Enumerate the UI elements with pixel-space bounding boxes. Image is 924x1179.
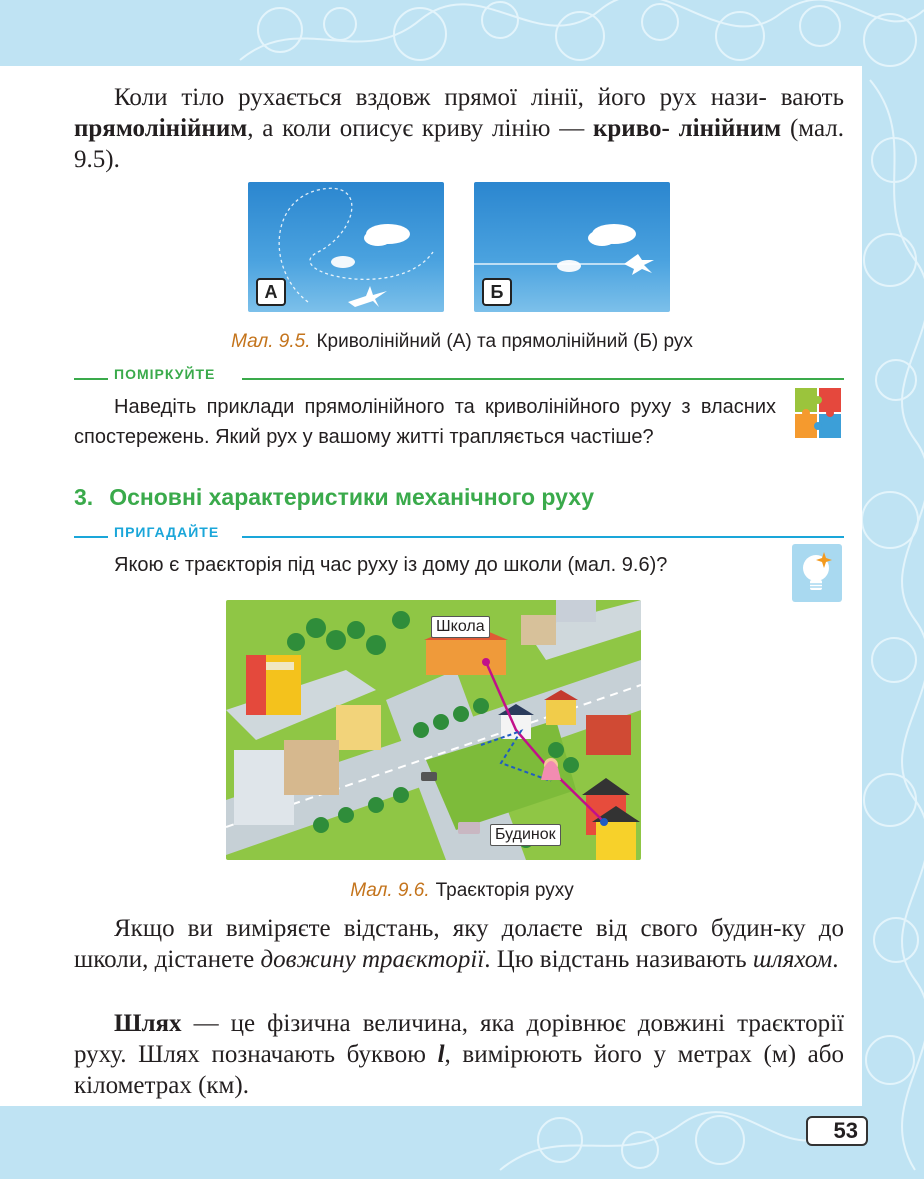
term-curvilinear-end: лінійним <box>678 115 782 142</box>
term-path-bold: Шлях <box>114 1010 182 1037</box>
paragraph-text: . Цю відстань називають <box>484 946 753 973</box>
caption-text: Траєкторія руху <box>435 880 574 901</box>
paragraph-text: , а коли описує криву лінію — <box>247 115 593 142</box>
figure-9-6-caption <box>0 880 924 902</box>
badge-b: Б <box>482 278 512 306</box>
lightbulb-icon <box>792 544 842 602</box>
term-trajectory-length: довжину траєкторії <box>260 946 485 973</box>
remember-heading-label: ПРИГАДАЙТЕ <box>114 524 220 540</box>
section-number: 3. <box>74 484 94 510</box>
paragraph-text: вають <box>780 84 844 111</box>
symbol-l: l <box>437 1041 445 1068</box>
paragraph-text: . <box>832 946 839 973</box>
remember-text: Якою є траєкторія під час руху із дому до школи (мал. 9.6)? <box>114 554 668 576</box>
paragraph-text: — це фізична величина, яка дорівнює довжині траєкторії руху. Шлях позначають буквою <box>74 1010 844 1068</box>
section-heading <box>74 484 594 511</box>
paragraph-motion-types <box>74 82 844 175</box>
term-rectilinear: прямолінійним <box>74 115 248 142</box>
map-label-school: Школа <box>431 616 490 638</box>
paragraph-path-length <box>74 913 844 975</box>
paragraph-text: Коли тіло рухається вздовж прямої лінії, його рух нази- <box>114 84 767 111</box>
page-number: 53 <box>806 1116 868 1146</box>
figure-9-5-caption <box>0 331 924 353</box>
paragraph-path-definition <box>74 1008 844 1101</box>
term-path: шляхом <box>752 946 833 973</box>
photo-curvilinear-flight <box>248 182 444 312</box>
think-heading <box>74 366 844 386</box>
think-heading-label: ПОМІРКУЙТЕ <box>114 366 216 382</box>
paragraph-text: Якщо ви виміряєте відстань, яку долаєте від свого будин-ку до школи, дістанете <box>74 915 844 973</box>
caption-label: Мал. 9.5. <box>231 331 311 352</box>
puzzle-icon <box>793 384 845 442</box>
think-text: Наведіть приклади прямолінійного та криволінійного руху з власних спостережень. Який рух у вашому житті трапляється частіше? <box>74 396 776 448</box>
paragraph-text: (мал. 9.5). <box>74 115 844 173</box>
map-label-home: Будинок <box>490 824 561 846</box>
caption-text: Криволінійний (А) та прямолінійний (Б) рух <box>316 331 693 352</box>
badge-a: А <box>256 278 286 306</box>
section-title-text: Основні характеристики механічного руху <box>109 484 595 510</box>
paragraph-text: , вимірюють його у метрах (м) або кілометрах (км). <box>74 1041 844 1099</box>
term-curvilinear-part: криво- <box>593 115 670 142</box>
city-map-illustration <box>226 600 641 860</box>
remember-heading <box>74 524 844 544</box>
caption-label: Мал. 9.6. <box>350 880 430 901</box>
photo-rectilinear-flight <box>474 182 670 312</box>
